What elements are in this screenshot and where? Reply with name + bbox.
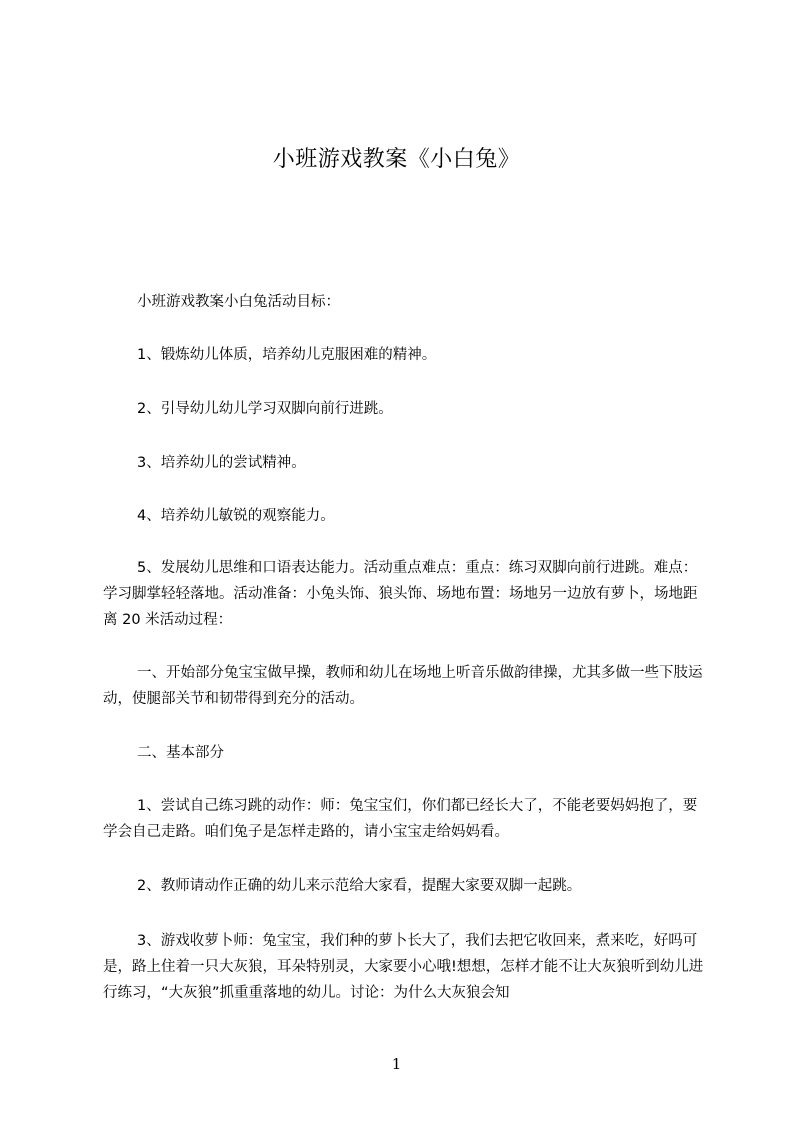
paragraph-part-two-heading: 二、基本部分 [137,745,224,761]
paragraph-part-one: 一、开始部分兔宝宝做早操，教师和幼儿在场地上听音乐做韵律操，尤其多做一些下肢运动，使腿部关节和韧带得到充分的活动。 [103,665,703,707]
page-number: 1 [391,1055,402,1073]
page-title: 小班游戏教案《小白兔》 [272,147,521,172]
paragraph-step-1: 1、尝试自己练习跳的动作：师：兔宝宝们，你们都已经长大了，不能老要妈妈抱了，要学会自己走路。咱们兔子是怎样走路的，请小宝宝走给妈妈看。 [103,798,698,840]
paragraph-objective-1: 1、锻炼幼儿体质，培养幼儿克服困难的精神。 [137,347,437,363]
paragraph-objectives-heading: 小班游戏教案小白兔活动目标： [137,294,340,310]
paragraph-step-2: 2、教师请动作正确的幼儿来示范给大家看，提醒大家要双脚一起跳。 [137,878,582,894]
paragraph-objective-4: 4、培养幼儿敏锐的观察能力。 [137,508,335,524]
paragraph-step-3: 3、游戏收萝卜师：兔宝宝，我们种的萝卜长大了，我们去把它收回来，煮来吃，好吗可是，路上住着一只大灰狼，耳朵特别灵，大家要小心哦!想想，怎样才能不让大灰狼听到幼儿进行练习，“大灰狼”抓重重落地的幼儿。讨论：为什么大灰狼会知 [103,933,704,1001]
paragraph-objective-5-preparation: 5、发展幼儿思维和口语表达能力。活动重点难点：重点：练习双脚向前行进跳。难点：学习脚掌轻轻落地。活动准备：小兔头饰、狼头饰、场地布置：场地另一边放有萝卜，场地距离 20 米活动过程： [103,560,698,628]
paragraph-objective-2: 2、引导幼儿幼儿学习双脚向前行进跳。 [137,401,393,417]
paragraph-objective-3: 3、培养幼儿的尝试精神。 [137,455,306,471]
